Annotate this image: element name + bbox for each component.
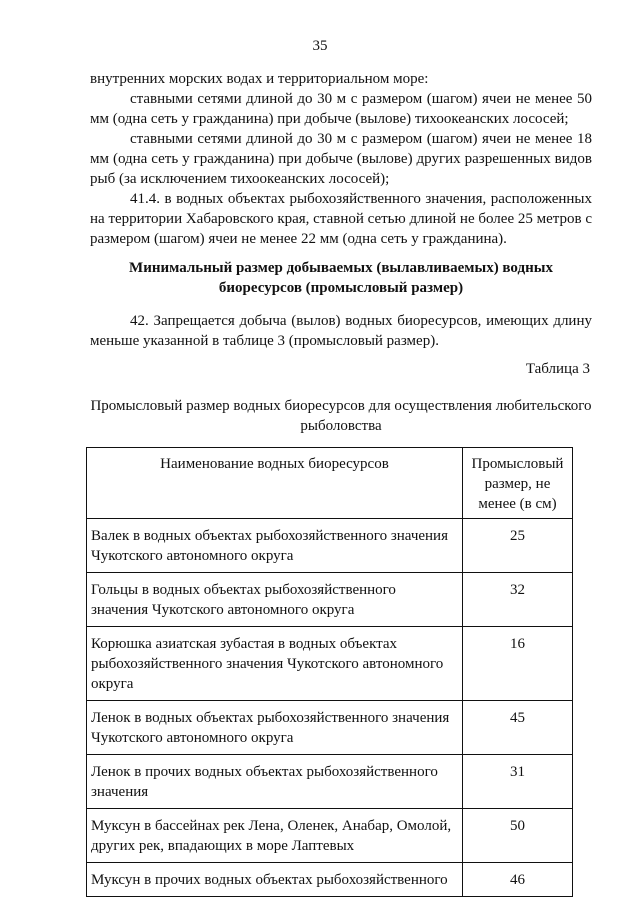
row-size: 45: [463, 701, 573, 755]
row-size: 46: [463, 863, 573, 897]
row-name: Ленок в водных объектах рыбохозяйственного значения Чукотского автономного округа: [87, 701, 463, 755]
table-row: [87, 701, 573, 755]
row-name: Валек в водных объектах рыбохозяйственного значения Чукотского автономного округа: [87, 519, 463, 573]
row-size: 31: [463, 755, 573, 809]
table-row: [87, 863, 573, 897]
paragraph-2: ставными сетями длиной до 30 м с размером (шагом) ячеи не менее 50 мм (одна сеть у гражданина) при добыче (вылове) тихоокеанских лососей;: [90, 91, 592, 127]
table-row: [87, 573, 573, 627]
table-label: Таблица 3: [525, 361, 590, 377]
table-header-row: [87, 448, 573, 519]
header-name: Наименование водных биоресурсов: [87, 448, 463, 519]
row-name: Муксун в бассейнах рек Лена, Оленек, Анабар, Омолой, других рек, впадающих в море Лаптевых: [87, 809, 463, 863]
table-row: [87, 519, 573, 573]
row-name: Ленок в прочих водных объектах рыбохозяйственного значения: [87, 755, 463, 809]
table-row: [87, 627, 573, 701]
table-row: [87, 809, 573, 863]
table-row: [87, 755, 573, 809]
page-number: 35: [312, 38, 328, 54]
row-size: 16: [463, 627, 573, 701]
paragraph-4: 41.4. в водных объектах рыбохозяйственного значения, расположенных на территории Хабаровского края, ставной сетью длиной не более 25 метров с размером (шагом) ячеи не менее 22 мм (одна сеть у гражданина).: [90, 191, 592, 247]
paragraph-1: внутренних морских водах и территориальном море:: [90, 71, 429, 87]
row-size: 50: [463, 809, 573, 863]
row-size: 25: [463, 519, 573, 573]
paragraph-3: ставными сетями длиной до 30 м с размером (шагом) ячеи не менее 18 мм (одна сеть у гражданина) при добыче (вылове) других разрешенных видов рыб (за исключением тихоокеанских лососей);: [90, 131, 592, 187]
row-name: Гольцы в водных объектах рыбохозяйственного значения Чукотского автономного округа: [87, 573, 463, 627]
row-name: Муксун в прочих водных объектах рыбохозяйственного: [87, 863, 463, 897]
paragraph-42: 42. Запрещается добыча (вылов) водных биоресурсов, имеющих длину меньше указанной в таблице 3 (промысловый размер).: [90, 313, 592, 349]
section-heading: Минимальный размер добываемых (вылавливаемых) водных биоресурсов (промысловый размер): [129, 260, 553, 296]
header-size: Промысловый размер, не менее (в см): [463, 448, 573, 519]
row-name: Корюшка азиатская зубастая в водных объектах рыбохозяйственного значения Чукотского автономного округа: [87, 627, 463, 701]
fish-size-table: [86, 447, 573, 897]
row-size: 32: [463, 573, 573, 627]
table-title: Промысловый размер водных биоресурсов для осуществления любительского рыболовства: [90, 398, 592, 434]
